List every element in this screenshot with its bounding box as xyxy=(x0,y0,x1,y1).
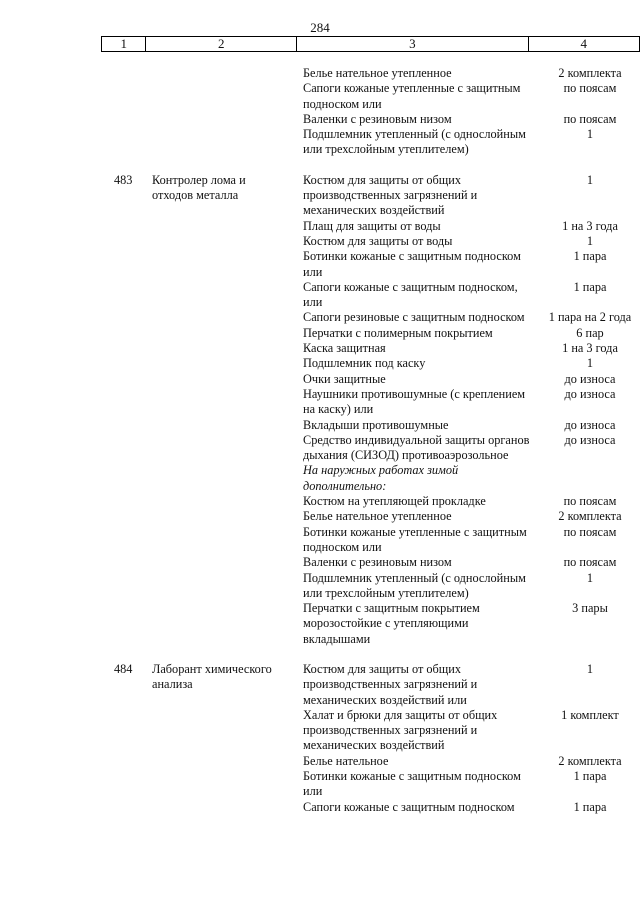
equipment-item: Валенки с резиновым низом xyxy=(303,111,452,126)
column-header-1: 1 xyxy=(102,37,146,52)
equipment-item: Костюм для защиты от общих производственных загрязнений и механических воздействий или xyxy=(303,661,478,707)
equipment-quantity: 1 xyxy=(586,570,594,585)
equipment-row xyxy=(0,555,640,570)
equipment-quantity: 1 xyxy=(586,661,594,676)
equipment-quantity: 1 комплект xyxy=(561,707,619,722)
equipment-item: Подшлемник утепленный (с однослойным или трехслойным утеплителем) xyxy=(303,127,526,157)
equipment-quantity: по поясам xyxy=(563,111,617,126)
equipment-item: Ботинки кожаные с защитным подноском или xyxy=(303,249,521,279)
equipment-row xyxy=(0,81,640,112)
equipment-row xyxy=(0,463,640,494)
equipment-row xyxy=(0,249,640,280)
equipment-row xyxy=(0,754,640,769)
equipment-item: Белье нательное xyxy=(303,753,389,768)
section-gap xyxy=(0,158,640,173)
equipment-item: Костюм для защиты от воды xyxy=(303,233,453,248)
equipment-item: Средство индивидуальной защиты органов дыхания (СИЗОД) противоаэрозольное xyxy=(303,432,530,463)
equipment-row xyxy=(0,341,640,356)
column-header-3: 3 xyxy=(297,37,528,52)
equipment-item: Плащ для защиты от воды xyxy=(303,218,441,233)
profession-name: Лаборант химического анализа xyxy=(152,661,272,692)
equipment-row xyxy=(0,173,640,219)
equipment-quantity: 2 комплекта xyxy=(558,509,622,524)
equipment-quantity: 2 комплекта xyxy=(558,66,622,80)
document-body xyxy=(0,66,640,815)
section-483 xyxy=(0,173,640,647)
equipment-row xyxy=(0,601,640,647)
subsection-note: На наружных работах зимой дополнительно: xyxy=(303,463,459,493)
equipment-row xyxy=(0,310,640,325)
equipment-item: Перчатки с защитным покрытием морозостойкие с утепляющими вкладышами xyxy=(303,601,480,646)
equipment-item: Костюм на утепляющей прокладке xyxy=(303,494,486,509)
equipment-quantity: до износа xyxy=(564,417,616,432)
equipment-row xyxy=(0,112,640,127)
equipment-item: Сапоги кожаные с защитным подноском xyxy=(303,799,515,814)
equipment-item: Ботинки кожаные утепленные с защитным подноском или xyxy=(303,524,527,554)
equipment-quantity: 1 пара xyxy=(573,279,607,294)
equipment-item: Сапоги кожаные с защитным подноском, или xyxy=(303,279,518,310)
profession-number: 484 xyxy=(114,661,133,676)
equipment-row xyxy=(0,662,640,708)
equipment-row xyxy=(0,387,640,418)
equipment-row xyxy=(0,234,640,249)
equipment-row xyxy=(0,372,640,387)
equipment-quantity: 1 на 3 года xyxy=(562,341,618,356)
equipment-item: Ботинки кожаные с защитным подноском или xyxy=(303,769,521,799)
equipment-quantity: 1 на 3 года xyxy=(562,218,618,233)
equipment-row xyxy=(0,219,640,234)
equipment-item: Халат и брюки для защиты от общих производственных загрязнений и механических воздействий xyxy=(303,707,498,753)
equipment-row xyxy=(0,494,640,509)
equipment-item: Вкладыши противошумные xyxy=(303,417,449,432)
equipment-item: Перчатки с полимерным покрытием xyxy=(303,325,493,340)
equipment-item: Костюм для защиты от общих производственных загрязнений и механических воздействий xyxy=(303,172,478,218)
equipment-item: Белье нательное утепленное xyxy=(303,509,452,524)
equipment-quantity: 1 xyxy=(586,127,594,142)
equipment-row xyxy=(0,769,640,800)
equipment-row xyxy=(0,525,640,556)
equipment-quantity: до износа xyxy=(564,432,616,447)
equipment-quantity: до износа xyxy=(564,371,616,386)
equipment-row xyxy=(0,509,640,524)
equipment-row xyxy=(0,127,640,158)
equipment-row xyxy=(0,280,640,311)
equipment-item: Подшлемник под каску xyxy=(303,356,426,371)
equipment-item: Валенки с резиновым низом xyxy=(303,555,452,570)
equipment-item: Каска защитная xyxy=(303,341,386,356)
equipment-quantity: 1 xyxy=(586,233,594,248)
equipment-item: Подшлемник утепленный (с однослойным или трехслойным утеплителем) xyxy=(303,570,526,600)
section-gap xyxy=(0,647,640,662)
equipment-quantity: 3 пары xyxy=(572,601,608,616)
equipment-item: Наушники противошумные (с креплением на каску) или xyxy=(303,386,526,417)
profession-name: Контролер лома и отходов металла xyxy=(152,172,246,203)
column-header-4: 4 xyxy=(528,37,639,52)
equipment-row xyxy=(0,800,640,815)
equipment-item: Сапоги кожаные утепленные с защитным подноском или xyxy=(303,81,521,111)
equipment-row xyxy=(0,356,640,371)
equipment-quantity: 1 пара xyxy=(573,769,607,784)
equipment-quantity: по поясам xyxy=(563,81,617,96)
equipment-row xyxy=(0,418,640,433)
equipment-quantity: 1 пара на 2 года xyxy=(548,310,632,325)
equipment-quantity: 2 комплекта xyxy=(558,753,622,768)
column-header-2: 2 xyxy=(146,37,297,52)
equipment-quantity: 1 пара xyxy=(573,799,607,814)
equipment-quantity: 1 xyxy=(586,172,594,187)
equipment-quantity: по поясам xyxy=(563,555,617,570)
equipment-row xyxy=(0,433,640,464)
equipment-item: Очки защитные xyxy=(303,371,386,386)
equipment-row xyxy=(0,66,640,81)
equipment-quantity: по поясам xyxy=(563,494,617,509)
equipment-row xyxy=(0,326,640,341)
equipment-quantity: 1 xyxy=(586,356,594,371)
column-header-table xyxy=(101,36,640,52)
equipment-row xyxy=(0,571,640,602)
equipment-quantity: 6 пар xyxy=(576,325,604,340)
equipment-quantity: по поясам xyxy=(563,524,617,539)
equipment-row xyxy=(0,708,640,754)
profession-number: 483 xyxy=(114,172,133,187)
page-number: 284 xyxy=(310,20,330,35)
section-484 xyxy=(0,662,640,815)
equipment-item: Сапоги резиновые с защитным подноском xyxy=(303,310,525,325)
equipment-quantity: 1 пара xyxy=(573,249,607,264)
section-continued xyxy=(0,66,640,158)
equipment-quantity: до износа xyxy=(564,386,616,401)
equipment-item: Белье нательное утепленное xyxy=(303,66,452,80)
